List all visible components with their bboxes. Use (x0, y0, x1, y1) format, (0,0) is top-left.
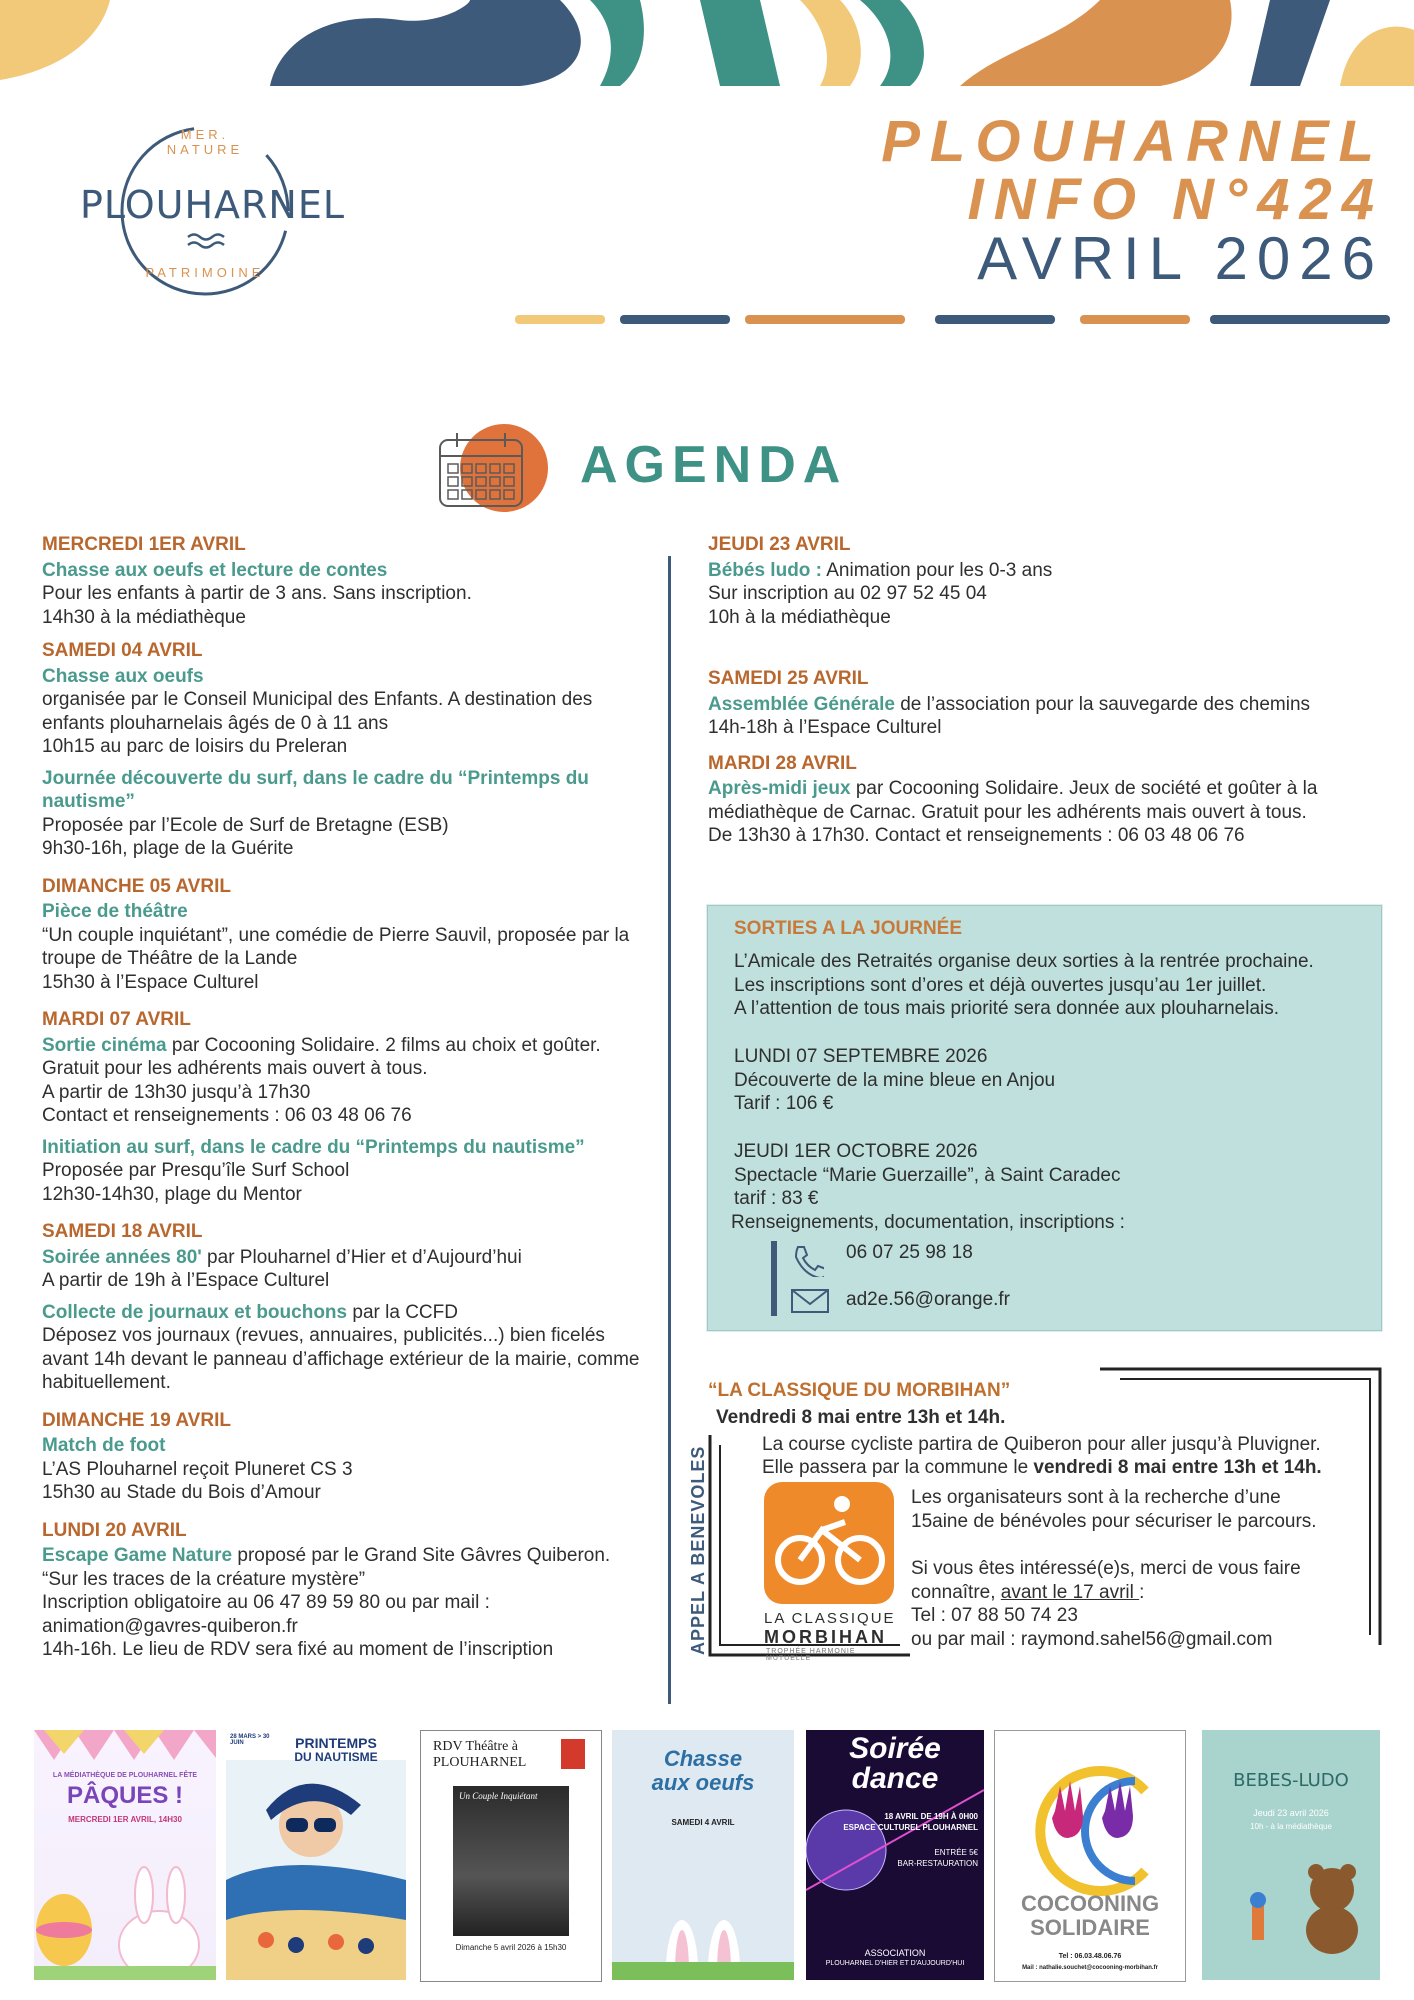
sorties-intro (734, 950, 1314, 1021)
agenda-event (42, 665, 652, 759)
agenda-event-head (42, 767, 652, 814)
agenda-event-title: Initiation au surf, dans le cadre du “Printemps du nautisme” (42, 1136, 585, 1158)
sorties-title: SORTIES A LA JOURNÉE (734, 918, 963, 939)
trip-price: tarif : 83 € (734, 1188, 819, 1209)
agenda-event-head (42, 559, 652, 583)
poster-theatre-title-1: RDV Théâtre à (433, 1739, 519, 1754)
classique-para-2d: : (1139, 1581, 1145, 1603)
poster-bebes-date: Jeudi 23 avril 2026 (1253, 1808, 1329, 1818)
agenda-event-head (708, 777, 1373, 824)
agenda-date: DIMANCHE 19 AVRIL (42, 1409, 231, 1431)
agenda-event-title: Assemblée Générale (708, 693, 895, 715)
poster-chasse[interactable] (612, 1730, 794, 1980)
agenda-date: JEUDI 23 AVRIL (708, 534, 851, 555)
agenda-event (42, 1434, 652, 1505)
agenda-event-detail: par la CCFD (347, 1301, 458, 1323)
agenda-event (42, 1034, 652, 1128)
agenda-event (42, 1301, 652, 1395)
classique-logo-line-2: MORBIHAN (764, 1627, 887, 1647)
agenda-event-line: “Un couple inquiétant”, une comédie de Pierre Sauvil, proposée par la troupe de Théâtre de la Lande (42, 924, 630, 969)
agenda-event-line: 14h-16h. Le lieu de RDV sera fixé au moment de l’inscription (42, 1639, 554, 1660)
agenda-event-line: 9h30-16h, plage de la Guérite (42, 838, 294, 859)
poster-soiree-info-2: ESPACE CULTUREL PLOUHARNEL (843, 1823, 978, 1832)
agenda-date: MARDI 07 AVRIL (42, 1009, 191, 1030)
poster-soiree-info-3: ENTRÉE 5€ (934, 1848, 978, 1857)
poster-nautisme[interactable] (226, 1730, 406, 1980)
poster-bebes-main: BEBES-LUDO (1233, 1770, 1349, 1791)
classique-subtitle: Vendredi 8 mai entre 13h et 14h. (716, 1407, 1006, 1428)
classique-para-line: 15aine de bénévoles pour sécuriser le parcours. (911, 1510, 1317, 1532)
poster-soiree-info-1: 18 AVRIL DE 19H À 0H00 (884, 1812, 978, 1821)
classique-deadline: avant le 17 avril (1000, 1581, 1140, 1603)
agenda-event-title: Sortie cinéma (42, 1034, 167, 1056)
agenda-event-line: Contact et renseignements : 06 03 48 06 76 (42, 1105, 412, 1126)
agenda-event-line: 14h30 à la médiathèque (42, 606, 246, 628)
agenda-event (42, 1544, 652, 1662)
classique-line-2 (762, 1456, 1322, 1480)
poster-chasse-main-2: aux oeufs (651, 1770, 755, 1795)
agenda-event-line: 15h30 à l’Espace Culturel (42, 971, 259, 993)
agenda-event-title: Après-midi jeux (708, 778, 851, 799)
agenda-event-detail: par Plouharnel d’Hier et d’Aujourd’hui (201, 1246, 522, 1268)
poster-soiree-info-4: BAR-RESTAURATION (897, 1859, 978, 1868)
sorties-intro-line: Les inscriptions sont d’ores et déjà ouvertes jusqu’au 1er juillet. (734, 974, 1267, 996)
classique-title: “LA CLASSIQUE DU MORBIHAN” (708, 1380, 1011, 1401)
agenda-event-head (42, 1434, 652, 1458)
agenda-event-head (708, 559, 1373, 583)
agenda-event-title: Escape Game Nature (42, 1545, 233, 1566)
contact-bar (771, 1241, 777, 1316)
logo (80, 115, 346, 305)
agenda-event (708, 559, 1373, 630)
classique-para-line: Si vous êtes intéressé(e)s, merci de vous faire (911, 1558, 1301, 1579)
trip-desc: Spectacle “Marie Guerzaille”, à Saint Caradec (734, 1164, 1121, 1186)
classique-logo-line-1: LA CLASSIQUE (764, 1610, 896, 1627)
agenda-event-detail: Animation pour les 0-3 ans (822, 559, 1053, 581)
classique-logo-line-3: TROPHÉE HARMONIE MUTUELLE (766, 1648, 856, 1662)
poster-theatre-photo (453, 1786, 569, 1936)
poster-bebes-info: 10h - à la médiathèque (1250, 1822, 1332, 1831)
agenda-event (42, 767, 652, 861)
agenda-event-line: Sur inscription au 02 97 52 45 04 (708, 583, 987, 604)
agenda-event-head (708, 693, 1373, 717)
classique-mail[interactable]: ou par mail : raymond.sahel56@gmail.com (911, 1628, 1273, 1650)
trip-price: Tarif : 106 € (734, 1093, 834, 1114)
poster-nautisme-main-1: PRINTEMPS (295, 1735, 377, 1751)
agenda-event (42, 559, 652, 630)
agenda-date: MERCREDI 1ER AVRIL (42, 534, 246, 555)
agenda-event-title: Bébés ludo : (708, 559, 823, 581)
phone-icon (790, 1243, 824, 1277)
agenda-event-detail: proposé par le Grand Site Gâvres Quiberon. (232, 1545, 611, 1566)
classique-para-line: Les organisateurs sont à la recherche d’une (911, 1487, 1281, 1508)
agenda-event-line: De 13h30 à 17h30. Contact et renseignements : 06 03 48 06 76 (708, 825, 1245, 846)
mail-icon (790, 1286, 832, 1314)
classique-para-2b: connaître, (911, 1581, 1001, 1603)
trip-desc: Découverte de la mine bleue en Anjou (734, 1069, 1056, 1091)
poster-cocooning-tel: Tel : 06.03.48.06.76 (1058, 1953, 1122, 1960)
agenda-event-title: Journée découverte du surf, dans le cadre du “Printemps du nautisme” (42, 767, 589, 812)
agenda-event-detail: par Cocooning Solidaire. 2 films au choix et goûter. (166, 1034, 601, 1056)
poster-soiree-org-2: PLOUHARNEL D'HIER ET D'AUJOURD'HUI (825, 1960, 965, 1967)
poster-bebes-ludo[interactable] (1202, 1730, 1380, 1980)
agenda-left-column (42, 533, 652, 1662)
agenda-event (708, 693, 1373, 740)
agenda-event-line: “Sur les traces de la créature mystère” (42, 1568, 366, 1590)
classique-line-2a: Elle passera par la commune le (762, 1457, 1034, 1478)
calendar-icon (432, 420, 552, 515)
agenda-date: SAMEDI 25 AVRIL (708, 668, 869, 689)
poster-soiree-org-1: ASSOCIATION (864, 1948, 926, 1958)
agenda-event-head (42, 665, 652, 689)
agenda-event-line: 10h15 au parc de loisirs du Preleran (42, 736, 348, 757)
agenda-event-line: 15h30 au Stade du Bois d’Amour (42, 1482, 321, 1503)
sorties-trip-1 (734, 1045, 1055, 1116)
agenda-event-title: Chasse aux oeufs et lecture de contes (42, 559, 388, 581)
teddy-bear-icon (1202, 1730, 1380, 1980)
agenda-date: SAMEDI 18 AVRIL (42, 1221, 203, 1242)
agenda-event (42, 1246, 652, 1293)
sorties-trip-2 (734, 1140, 1121, 1211)
sorties-contact-intro: Renseignements, documentation, inscriptions : (731, 1212, 1125, 1233)
agenda-event (42, 900, 652, 994)
logo-bottom-text: PATRIMOINE (145, 265, 265, 280)
poster-theatre-title-2: PLOUHARNEL (433, 1755, 527, 1770)
agenda-event-title: Match de foot (42, 1435, 166, 1456)
title-line-3: AVRIL 2026 (977, 225, 1384, 292)
agenda-event-head (42, 1246, 652, 1270)
agenda-date: MARDI 28 AVRIL (708, 752, 857, 774)
agenda-event-line: Gratuit pour les adhérents mais ouvert à tous. (42, 1058, 428, 1079)
title-line-2: INFO N°424 (967, 167, 1384, 232)
bike-icon (760, 1482, 900, 1607)
agenda-date: DIMANCHE 05 AVRIL (42, 875, 231, 897)
beach-illustration-icon (226, 1730, 406, 1980)
agenda-event-line: 12h30-14h30, plage du Mentor (42, 1183, 302, 1205)
poster-paques-date: MERCREDI 1ER AVRIL, 14H30 (68, 1815, 182, 1824)
sorties-phone[interactable]: 06 07 25 98 18 (846, 1242, 973, 1263)
agenda-event-line: Déposez vos journaux (revues, annuaires, publicités...) bien ficelés avant 14h devant le panneau d’affichage extérieur de la mairie, comme habituellement. (42, 1325, 640, 1393)
agenda-title: AGENDA (580, 436, 848, 494)
poster-theatre-date: Dimanche 5 avril 2026 à 15h30 (455, 1943, 567, 1952)
agenda-event-line: Pour les enfants à partir de 3 ans. Sans inscription. (42, 583, 472, 604)
poster-soiree-main-2: dance (851, 1762, 939, 1795)
agenda-event-line: organisée par le Conseil Municipal des Enfants. A destination des enfants plouharnelais âgés de 0 à 11 ans (42, 689, 593, 734)
poster-cocooning-main-1: COCOONING (1020, 1891, 1160, 1916)
agenda-event-detail: par Cocooning Solidaire. Jeux de société et goûter à la médiathèque de Carnac. Gratuit pour les adhérents mais ouvert à tous. (708, 778, 1318, 823)
classique-line-1: La course cycliste partira de Quiberon pour aller jusqu’à Pluvigner. (762, 1434, 1321, 1455)
hands-logo-icon (995, 1731, 1185, 1901)
trip-date: LUNDI 07 SEPTEMBRE 2026 (734, 1046, 988, 1067)
classique-para-2 (911, 1557, 1301, 1651)
poster-chasse-date: SAMEDI 4 AVRIL (671, 1818, 735, 1827)
agenda-event-line: 14h-18h à l’Espace Culturel (708, 717, 942, 738)
agenda-event-line: Proposée par Presqu’île Surf School (42, 1160, 350, 1181)
agenda-event-head (42, 1544, 652, 1568)
agenda-event-title: Soirée années 80' (42, 1246, 202, 1268)
logo-name: PLOUHARNEL (80, 183, 346, 227)
agenda-event-line: Inscription obligatoire au 06 47 89 59 80 ou par mail : animation@gavres-quiberon.fr (42, 1592, 490, 1637)
sorties-box (707, 905, 1382, 1331)
classique-line-2b: vendredi 8 mai entre 13h et 14h. (1033, 1457, 1322, 1478)
poster-cocooning[interactable] (994, 1730, 1186, 1982)
agenda-event (708, 777, 1373, 848)
agenda-event-head (42, 900, 652, 924)
sorties-intro-line: L’Amicale des Retraités organise deux sorties à la rentrée prochaine. (734, 951, 1314, 972)
agenda-event-head (42, 1301, 652, 1325)
poster-theatre[interactable] (420, 1730, 602, 1982)
agenda-event-line: A partir de 19h à l’Espace Culturel (42, 1270, 330, 1291)
poster-cocooning-main-2: SOLIDAIRE (1030, 1915, 1150, 1940)
agenda-event-line: A partir de 13h30 jusqu’à 17h30 (42, 1081, 311, 1103)
appel-benevoles-label: APPEL A BENEVOLES (688, 1445, 708, 1655)
poster-nautisme-main-2: DU NAUTISME (294, 1750, 378, 1764)
poster-nautisme-date: 28 MARS > 30 JUIN (230, 1734, 270, 1746)
column-divider (668, 556, 671, 1704)
agenda-event-head (42, 1034, 652, 1058)
agenda-event (42, 1136, 652, 1207)
agenda-event-head (42, 1136, 652, 1160)
theatre-badge-icon (561, 1739, 585, 1769)
sorties-intro-line: A l’attention de tous mais priorité sera donnée aux plouharnelais. (734, 998, 1280, 1019)
agenda-date: SAMEDI 04 AVRIL (42, 640, 203, 661)
classique-tel[interactable]: Tel : 07 88 50 74 23 (911, 1605, 1078, 1626)
classique-para-1 (911, 1486, 1317, 1533)
agenda-event-title: Collecte de journaux et bouchons (42, 1301, 348, 1323)
poster-soiree[interactable] (806, 1730, 984, 1980)
trip-date: JEUDI 1ER OCTOBRE 2026 (734, 1141, 978, 1162)
agenda-event-line: L’AS Plouharnel reçoit Pluneret CS 3 (42, 1458, 353, 1480)
poster-paques-top: LA MÉDIATHÈQUE DE PLOUHARNEL FÊTE (52, 1772, 198, 1779)
easter-bunny-icon (34, 1730, 216, 1980)
poster-chasse-main-1: Chasse (663, 1746, 743, 1771)
agenda-right-column (708, 533, 1373, 848)
poster-cocooning-mail: Mail : nathalie.souchet@cocooning-morbihan.fr (1022, 1965, 1158, 1971)
agenda-event-line: 10h à la médiathèque (708, 606, 891, 628)
logo-top-text: MER. NATURE (166, 127, 244, 157)
poster-soiree-main-1: Soirée (849, 1732, 941, 1765)
agenda-date: LUNDI 20 AVRIL (42, 1519, 187, 1541)
title-line-1: PLOUHARNEL (881, 109, 1384, 174)
poster-paques-main: PÂQUES ! (66, 1782, 183, 1809)
agenda-event-line: Proposée par l’Ecole de Surf de Bretagne (ESB) (42, 814, 449, 836)
sorties-email[interactable]: ad2e.56@orange.fr (846, 1289, 1011, 1310)
agenda-event-title: Pièce de théâtre (42, 901, 188, 922)
classique-logo (760, 1482, 900, 1662)
classique-para-line (911, 1581, 1301, 1605)
poster-theatre-play: Un Couple Inquiétant (459, 1791, 538, 1801)
agenda-event-detail: de l’association pour la sauvegarde des chemins (894, 693, 1311, 715)
poster-paques[interactable] (34, 1730, 216, 1980)
agenda-event-title: Chasse aux oeufs (42, 665, 204, 687)
